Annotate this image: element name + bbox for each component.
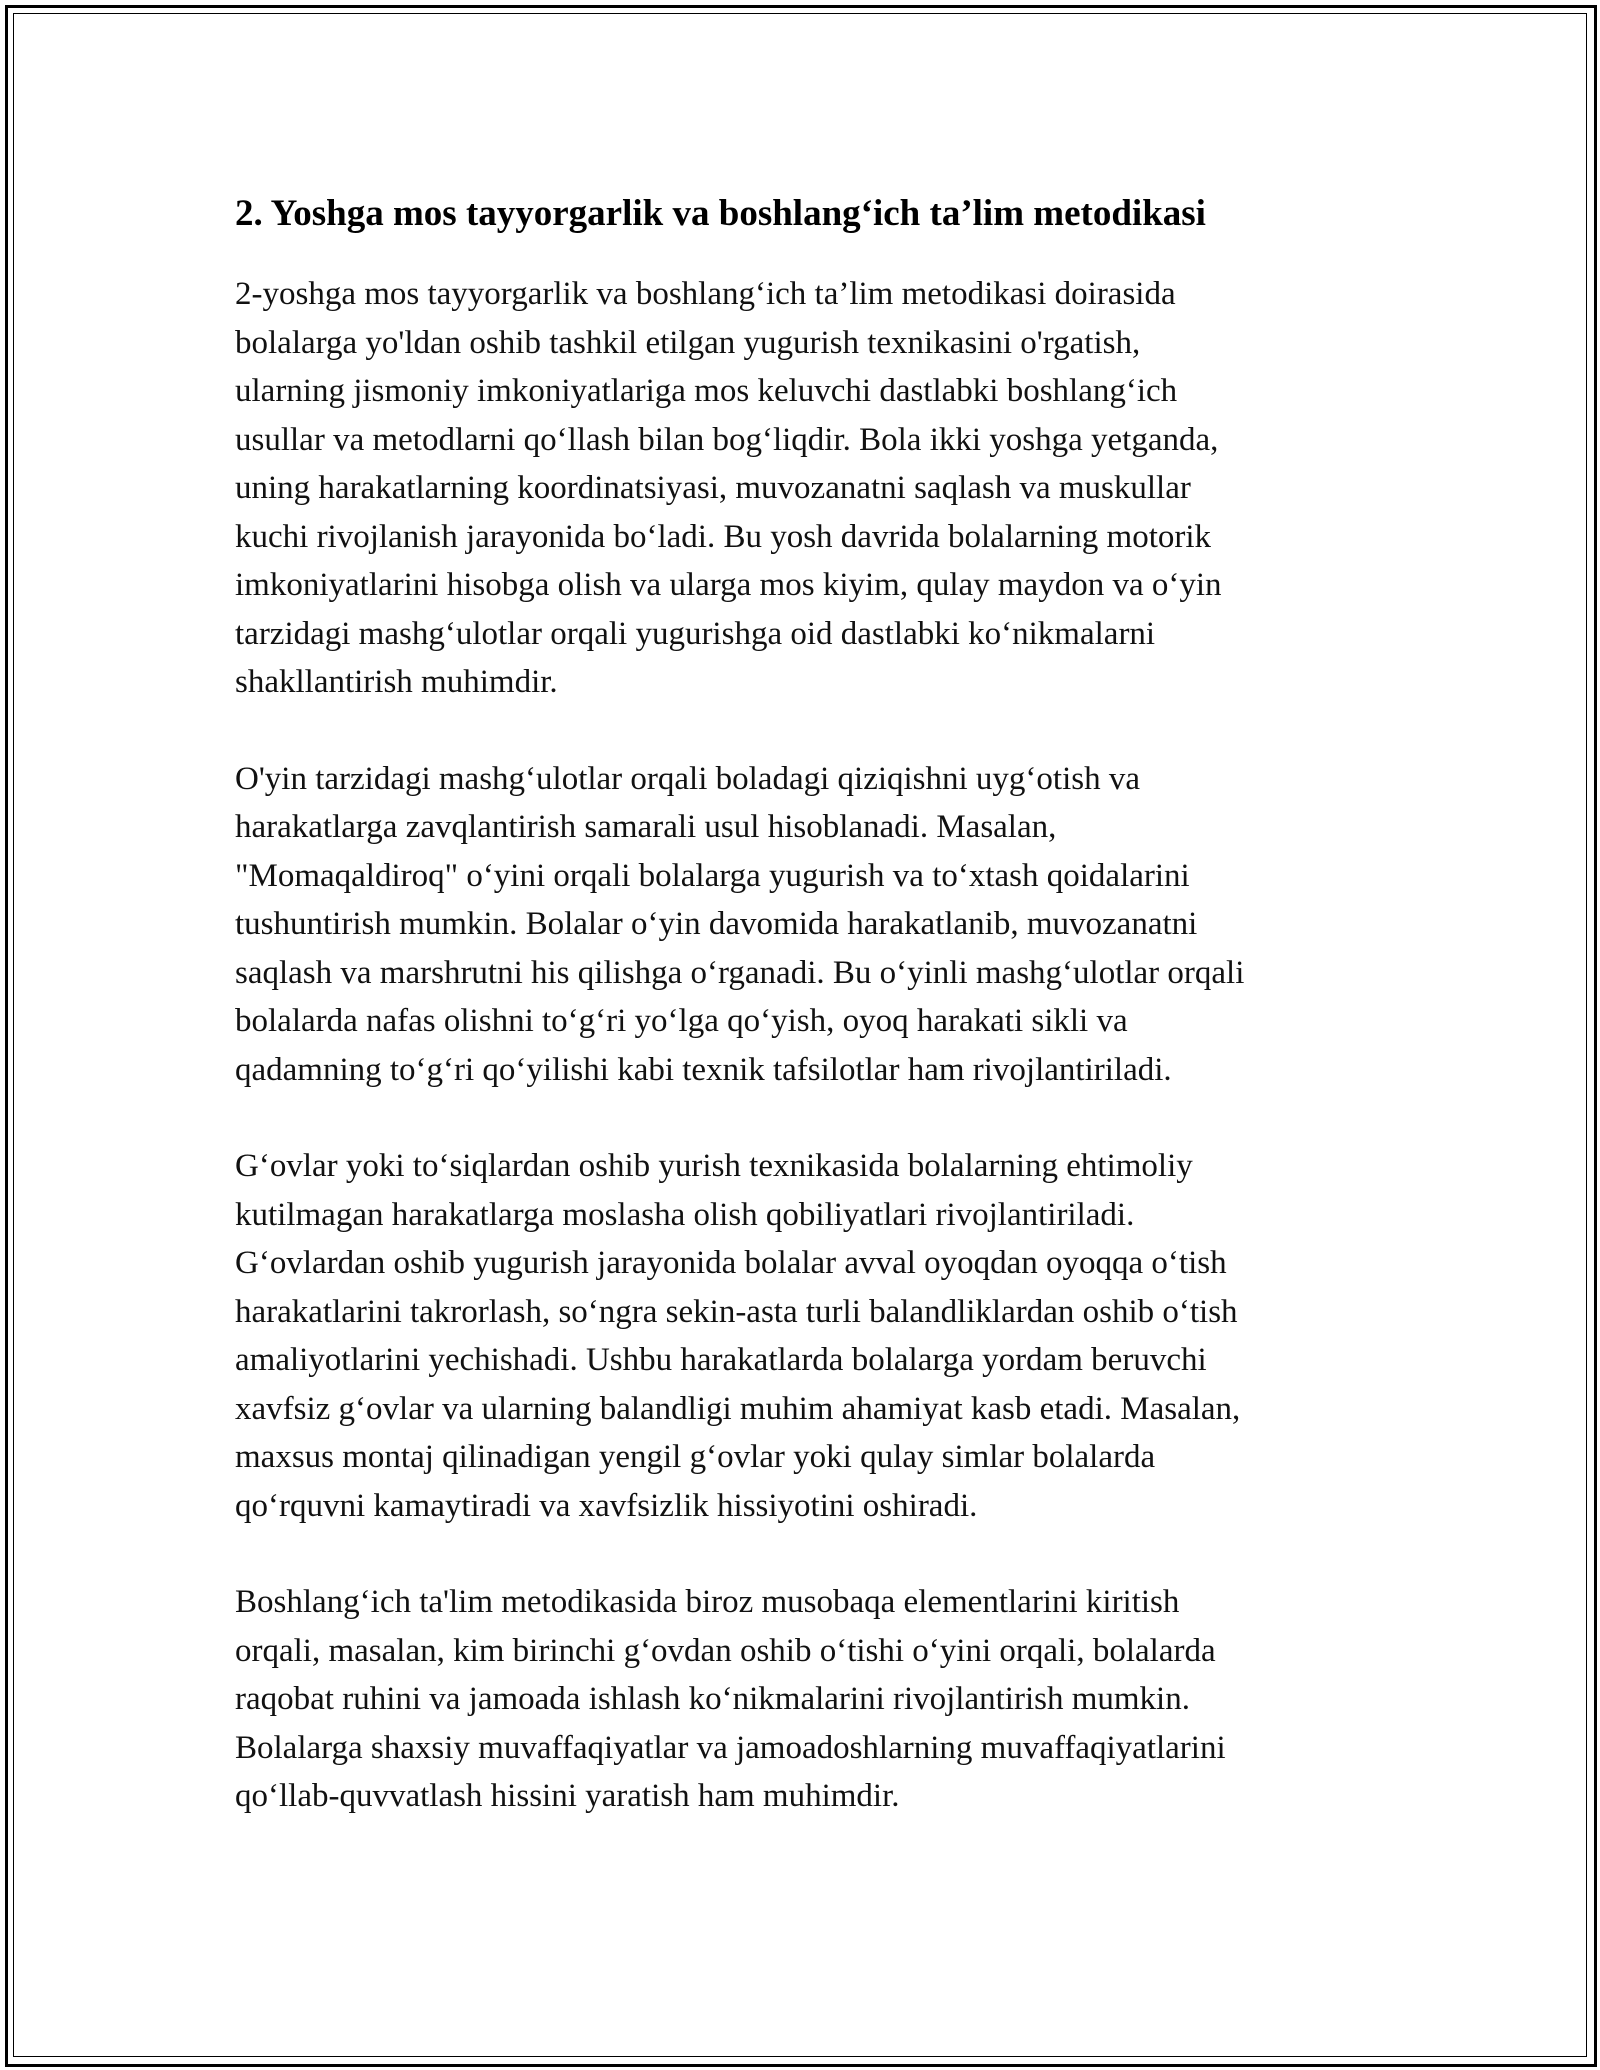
section-heading: 2. Yoshga mos tayyorgarlik va boshlang‘ich ta’lim metodikasi (235, 193, 1206, 234)
paragraph-2: O'yin tarzidagi mashg‘ulotlar orqali boladagi qiziqishni uyg‘otish va harakatlarga zavqlantirish samarali usul hisoblanadi. Masalan, "Momaqaldiroq" o‘yini orqali bolalarga yugurish va to‘xtash qoidalarini tushuntirish mumkin. Bolalar o‘yin davomida harakatlanib, muvozanatni saqlash va marshrutni his qilishga o‘rganadi. Bu o‘yinli mashg‘ulotlar orqali bolalarda nafas olishni to‘g‘ri yo‘lga qo‘yish, oyoq harakati sikli va qadamning to‘g‘ri qo‘yilishi kabi texnik tafsilotlar ham rivojlantiriladi. (235, 760, 1245, 1088)
document-body (235, 186, 1395, 1869)
paragraph-3: G‘ovlar yoki to‘siqlardan oshib yurish texnikasida bolalarning ehtimoliy kutilmagan harakatlarga moslasha olish qobiliyatlari rivojlantiriladi. G‘ovlardan oshib yugurish jarayonida bolalar avval oyoqdan oyoqqa o‘tish harakatlarini takrorlash, so‘ngra sekin-asta turli balandliklardan oshib o‘tish amaliyotlarini yechishadi. Ushbu harakatlarda bolalarga yordam beruvchi xavfsiz g‘ovlar va ularning balandligi muhim ahamiyat kasb etadi. Masalan, maxsus montaj qilinadigan yengil g‘ovlar yoki qulay simlar bolalarda qo‘rquvni kamaytiradi va xavfsizlik hissiyotini oshiradi. (235, 1148, 1241, 1524)
paragraph-4: Boshlang‘ich ta'lim metodikasida biroz musobaqa elementlarini kiritish orqali, masalan, kim birinchi g‘ovdan oshib o‘tishi o‘yini orqali, bolalarda raqobat ruhini va jamoada ishlash ko‘nikmalarini rivojlantirish mumkin. Bolalarga shaxsiy muvaffaqiyatlar va jamoadoshlarning muvaffaqiyatlarini qo‘llab-quvvatlash hissini yaratish ham muhimdir. (235, 1584, 1226, 1814)
paragraph-1: 2-yoshga mos tayyorgarlik va boshlang‘ich ta’lim metodikasi doirasida bolalarga yo'ldan oshib tashkil etilgan yugurish texnikasini o'rgatish, ularning jismoniy imkoniyatlariga mos keluvchi dastlabki boshlang‘ich usullar va metodlarni qo‘llash bilan bog‘liqdir. Bola ikki yoshga yetganda, uning harakatlarning koordinatsiyasi, muvozanatni saqlash va muskullar kuchi rivojlanish jarayonida bo‘ladi. Bu yosh davrida bolalarning motorik imkoniyatlarini hisobga olish va ularga mos kiyim, qulay maydon va o‘yin tarzidagi mashg‘ulotlar orqali yugurishga oid dastlabki ko‘nikmalarni shakllantirish muhimdir. (235, 276, 1222, 700)
